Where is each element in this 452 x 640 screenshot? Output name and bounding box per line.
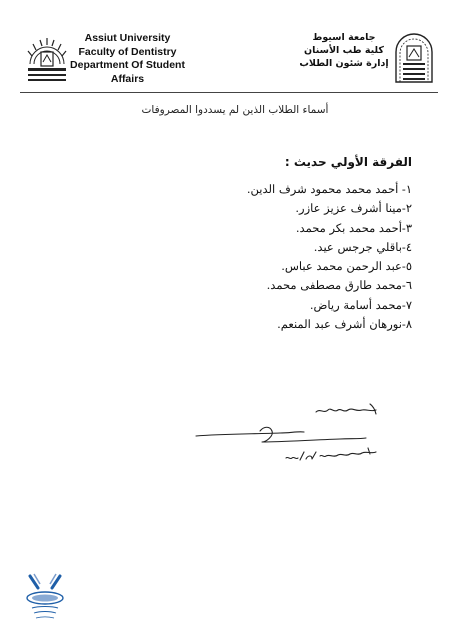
- faculty-stamp-icon: [24, 570, 66, 622]
- list-item: ٢-مينا أشرف عزيز عازر.: [295, 201, 412, 216]
- list-item: ٥-عبد الرحمن محمد عباس.: [281, 259, 412, 274]
- student-names-list: [150, 180, 412, 334]
- arabic-header: [298, 31, 390, 70]
- document-subtitle: أسماء الطلاب الذين لم يسددوا المصروفات: [141, 104, 329, 116]
- header-university-ar: جامعة اسيوط: [312, 32, 376, 43]
- list-item: ٣-أحمد محمد بكر محمد.: [295, 220, 412, 235]
- header-department-ar: إدارة شئون الطلاب: [299, 58, 389, 69]
- section-title: الفرقة الأولي حديث :: [284, 155, 412, 169]
- list-item: ٨-نورهان أشرف عبد المنعم.: [277, 317, 412, 332]
- list-item: ٤-باقلي جرجس عيد.: [313, 239, 412, 254]
- header-department: Department Of Student: [70, 59, 185, 71]
- list-item: ٧-محمد أسامة رياض.: [309, 297, 412, 312]
- header-faculty: Faculty of Dentistry: [78, 45, 177, 58]
- list-item: ٦-محمد طارق مصطفى محمد.: [266, 278, 412, 293]
- handwritten-signature: [190, 398, 390, 476]
- english-header: [70, 32, 185, 86]
- header-university: Assiut University: [84, 32, 171, 44]
- list-item: ١- أحمد محمد محمود شرف الدين.: [246, 182, 412, 196]
- header-faculty-ar: كلية طب الأسنان: [304, 45, 384, 56]
- assiut-university-arch-logo-icon: [392, 32, 436, 84]
- assiut-university-logo-icon: [24, 34, 70, 84]
- header-divider: [20, 92, 438, 93]
- header-department-cont: Affairs: [110, 72, 145, 85]
